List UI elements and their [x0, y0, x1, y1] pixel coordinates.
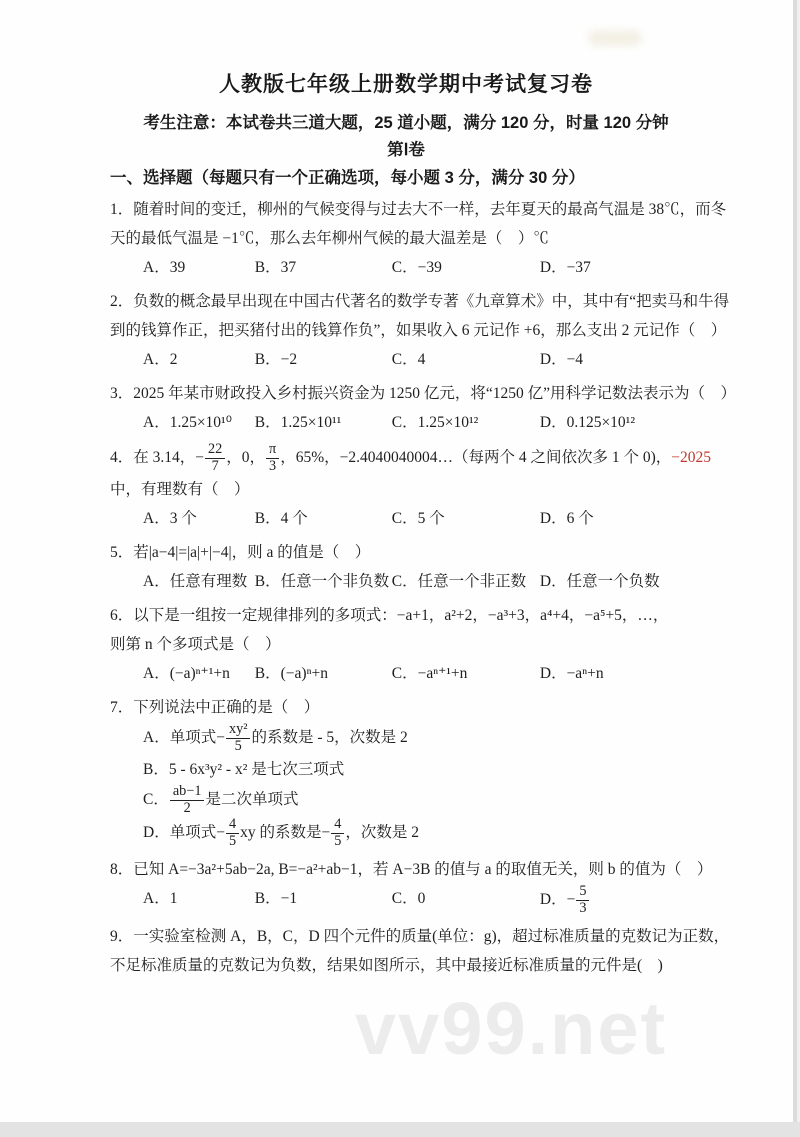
question-8	[110, 855, 713, 917]
page-bottom-edge	[0, 1122, 800, 1137]
question-4-options	[110, 504, 702, 533]
question-1	[110, 195, 727, 282]
option-a: A．任意有理数	[143, 572, 248, 590]
exam-notice: 考生注意：本试卷共三道大题，25 道小题，满分 120 分，时量 120 分钟	[143, 114, 669, 132]
option-d: D．−aⁿ+n	[539, 664, 604, 682]
question-6	[110, 601, 702, 688]
fraction-22-7: $\frac{22}{7}$	[205, 442, 225, 475]
option-d: D．任意一个负数	[539, 572, 660, 590]
page-title: 人教版七年级上册数学期中考试复习卷	[219, 73, 593, 96]
option-b: B．1.25×10¹¹	[254, 414, 342, 431]
question-7	[110, 693, 702, 850]
scan-smudge	[588, 30, 642, 46]
question-6-line-1: 6．以下是一组按一定规律排列的多项式：−a+1，a²+2，−a³+3，a⁴+4，−a⁵+5，…，	[110, 606, 669, 624]
question-5	[110, 538, 702, 596]
option-c: C．−39	[391, 259, 442, 276]
question-4-text: 4．在 3.14，−	[110, 449, 204, 467]
question-3	[110, 379, 737, 437]
question-1-options	[110, 253, 702, 282]
question-5-options	[110, 567, 702, 596]
option-d: D．− $\frac{5}{3}$	[540, 884, 702, 917]
fraction-xy2-5: $\frac{\text{xy²}}{5}$	[226, 722, 251, 755]
option-a: A．39	[143, 259, 186, 276]
question-1-line-2: 天的最低气温是 −1℃，那么去年柳州气候的最大温差是（ ）℃	[110, 230, 549, 247]
option-c: C．4	[391, 351, 426, 368]
option-a: A．1	[143, 889, 178, 907]
fraction-ab1-2: $\frac{ab-1}{2}$	[170, 784, 205, 817]
red-annotation: −2025	[671, 449, 712, 467]
question-2-line-1: 2．负数的概念最早出现在中国古代著名的数学专著《九章算术》中，其中有“把卖马和牛得	[110, 293, 730, 310]
option-a: A．1.25×10¹⁰	[143, 414, 232, 431]
question-9-line-1: 9．一实验室检测 A，B，C，D 四个元件的质量(单位：g)，超过标准质量的克数记为正数，	[110, 927, 730, 945]
option-d: D．−4	[539, 351, 584, 368]
option-c: C．−aⁿ⁺¹+n	[391, 664, 468, 682]
option-d: D．−37	[539, 259, 591, 276]
volume-label: 第Ⅰ卷	[387, 141, 425, 159]
question-7-option-b: B．5 - 6x³y² - x² 是七次三项式	[143, 760, 345, 778]
question-1-line-1: 1．随着时间的变迁，柳州的气候变得与过去大不一样，去年夏天的最高气温是 38℃，而冬	[110, 201, 727, 218]
question-3-line-1: 3．2025 年某市财政投入乡村振兴资金为 1250 亿元，将“1250 亿”用科学记数法表示为（ ）	[110, 385, 737, 402]
question-4-line-1: 4．在 3.14，− $\frac{22}{7}$ ，0， $\frac{\pi}{3}$ ，65%，−2.4040040004…（每两个 4 之间依次多 1 个 0)，−2025	[110, 441, 712, 474]
question-4-line-2: 中，有理数有（ ）	[110, 480, 250, 498]
fraction-4-5: $\frac{4}{5}$	[331, 817, 344, 850]
option-a: A．(−a)ⁿ⁺¹+n	[143, 664, 230, 682]
fraction-5-3: $\frac{5}{3}$	[576, 884, 589, 917]
option-b: B．37	[254, 259, 297, 276]
option-a: A．2	[143, 351, 178, 368]
option-b: B．−1	[254, 889, 298, 907]
option-b: B．−2	[254, 351, 298, 368]
question-8-options	[110, 884, 702, 917]
question-7-option-d: D．单项式− $\frac{4}{5}$ xy 的系数是− $\frac{4}{5}$ ，次数是 2	[143, 815, 419, 849]
question-6-line-2: 则第 n 个多项式是（ ）	[110, 635, 281, 653]
option-b: B．任意一个非负数	[254, 572, 390, 590]
option-c: C．1.25×10¹²	[391, 414, 479, 431]
option-d: D．0.125×10¹²	[539, 414, 635, 431]
option-c: C．0	[391, 889, 426, 907]
option-c: C．任意一个非正数	[391, 572, 527, 590]
option-c: C．5 个	[391, 509, 445, 527]
question-3-options	[110, 408, 702, 437]
question-6-options	[110, 659, 702, 688]
question-9-line-2: 不足标准质量的克数记为负数，结果如图所示，其中最接近标准质量的元件是( )	[110, 956, 663, 974]
fraction-4-5: $\frac{4}{5}$	[226, 817, 239, 850]
question-7-option-c: C． $\frac{ab-1}{2}$ 是二次单项式	[143, 782, 299, 816]
question-7-option-a: A．单项式− $\frac{\text{xy²}}{5}$ 的系数是 - 5，次数是 2	[143, 720, 408, 754]
question-2-line-2: 到的钱算作正，把买猪付出的钱算作负”，如果收入 6 元记作 +6，那么支出 2 元记作（ ）	[110, 322, 727, 339]
question-2	[110, 287, 730, 374]
watermark: vv99.net	[355, 987, 668, 1070]
question-5-line-1: 5．若|a−4|=|a|+|−4|，则 a 的值是（ ）	[110, 543, 371, 561]
section-heading: 一、选择题（每题只有一个正确选项，每小题 3 分，满分 30 分）	[110, 169, 585, 187]
option-a: A．3 个	[143, 509, 197, 527]
fraction-pi-3: $\frac{\pi}{3}$	[266, 442, 279, 475]
question-8-line-1: 8．已知 A=−3a²+5ab−2a, B=−a²+ab−1，若 A−3B 的值与 a 的取值无关，则 b 的值为（ ）	[110, 860, 713, 878]
option-b: B．4 个	[254, 509, 308, 527]
question-4	[110, 441, 712, 533]
exam-content	[110, 68, 737, 985]
option-b: B．(−a)ⁿ+n	[254, 664, 328, 682]
question-7-line-1: 7．下列说法中正确的是（ ）	[110, 698, 320, 716]
question-2-options	[110, 345, 702, 374]
option-d: D．6 个	[539, 509, 594, 527]
question-9	[110, 922, 730, 980]
